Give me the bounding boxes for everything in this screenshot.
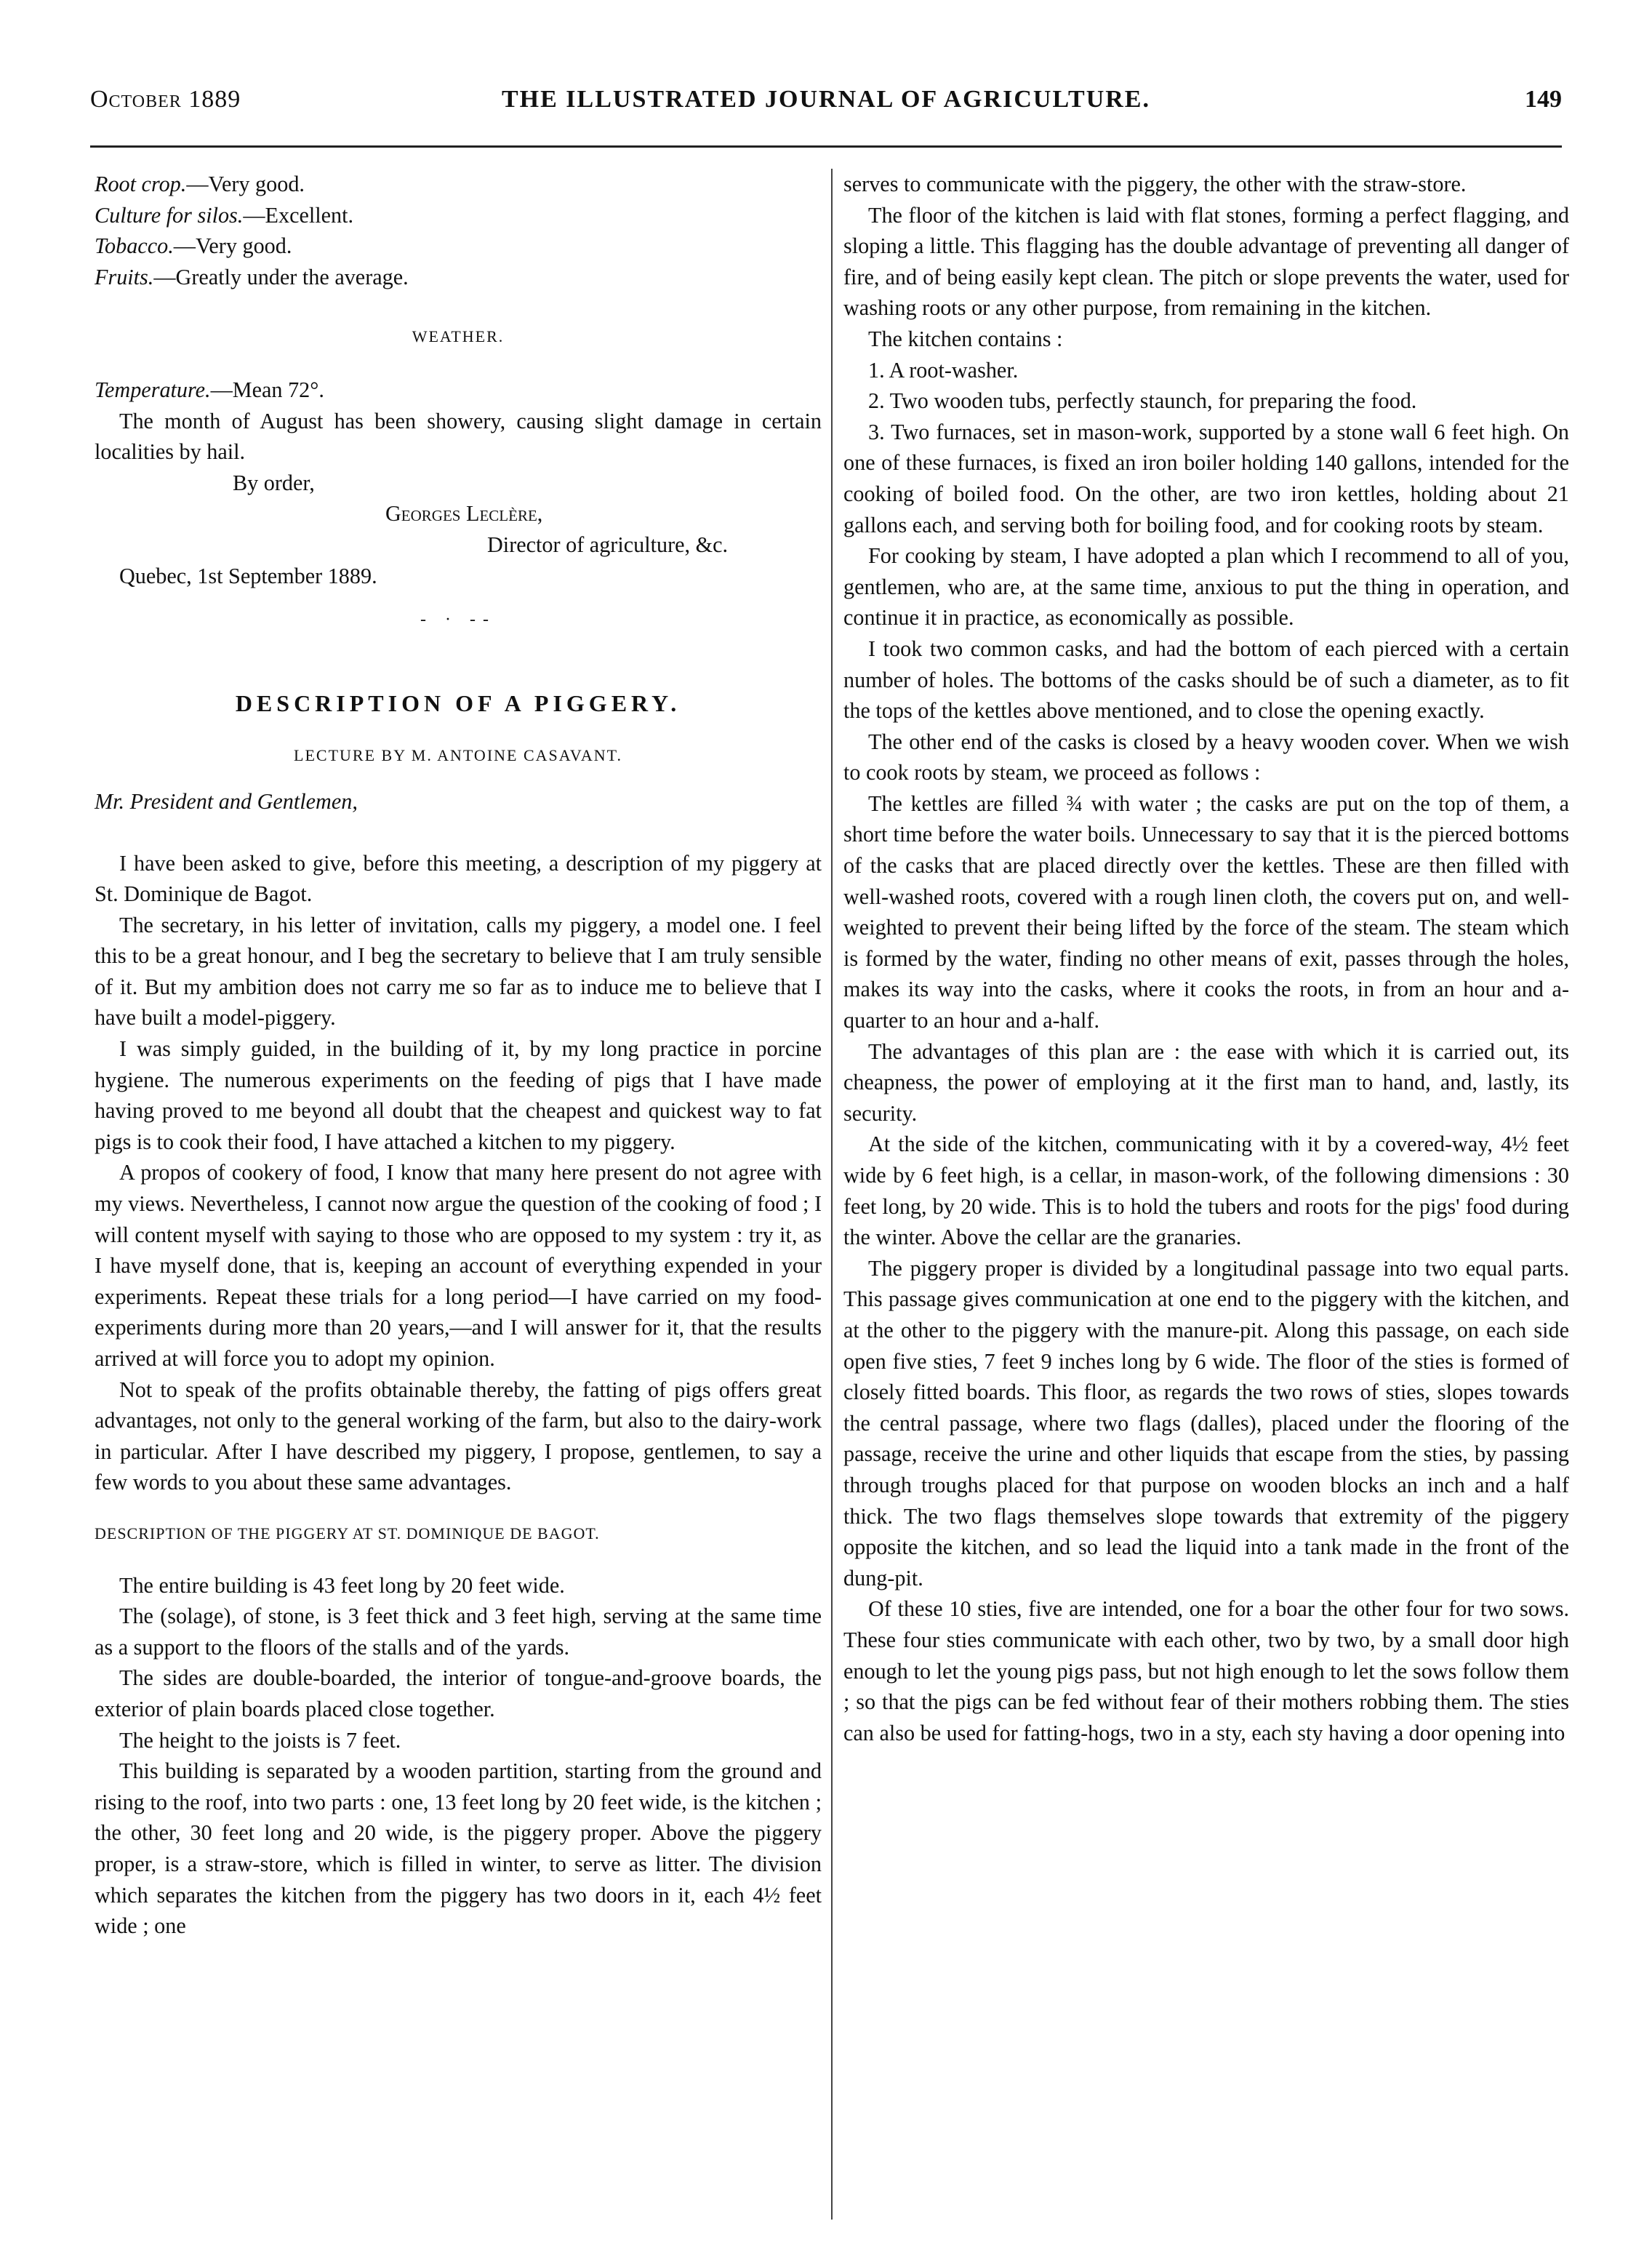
body-paragraph: A propos of cookery of food, I know that many here present do not agree with my views. Nevertheless, I cannot now argue the question of the cooking of food ; I will content myself with saying to those who are opposed to my system : try it, as I have myself done, that is, keeping an account of everything expended in your experiments. Repeat these trials for a long period—I have carried on my food-experiments during more than 20 years,—and I will answer for it, that the results arrived at will force you to adopt my opinion. xyxy=(95,1160,822,1371)
body-paragraph: The floor of the kitchen is laid with flat stones, forming a perfect flagging, and sloping a little. This flagging has the double advantage of preventing all danger of fire, and of being easily kept clean. The pitch or slope prevents the water, used for washing roots or any other purpose, from remaining in the kitchen. xyxy=(843,202,1569,321)
lecture-byline: LECTURE BY M. ANTOINE CASAVANT. xyxy=(294,746,622,765)
section-separator: - · -- xyxy=(420,610,496,630)
list-item: 2. Two wooden tubs, perfectly staunch, for preparing the food. xyxy=(868,388,1417,414)
header-date: October 1889 xyxy=(90,86,241,113)
body-paragraph: I was simply guided, in the building of it, by my long practice in porcine hygiene. The numerous experiments on the feeding of pigs that I have made having proved to me beyond all doubt that the cheapest and quickest way to fat pigs is to cook their food, I have attached a kitchen to my piggery. xyxy=(95,1036,822,1154)
body-paragraph: At the side of the kitchen, communicating with it by a covered-way, 4½ feet wide by 6 feet high, is a cellar, in mason-work, of the following dimensions : 30 feet long, by 20 wide. This is to hold the tubers and roots for the pigs' food during the winter. Above the cellar are the granaries. xyxy=(843,1132,1569,1250)
body-paragraph: The sides are double-boarded, the interior of tongue-and-groove boards, the exterior of plain boards placed close together. xyxy=(95,1665,822,1721)
journal-title: THE ILLUSTRATED JOURNAL OF AGRICULTURE. xyxy=(502,86,1150,113)
body-paragraph: I have been asked to give, before this meeting, a description of my piggery at St. Dominique de Bagot. xyxy=(95,850,822,907)
signer-name: Georges Leclère, xyxy=(385,501,543,527)
header-rule xyxy=(90,145,1562,148)
body-paragraph: I took two common casks, and had the bottom of each pierced with a certain number of holes. The bottoms of the casks should be of such a diameter, as to fit the tops of the kettles above mentioned, and to close the opening exactly. xyxy=(843,636,1569,724)
body-paragraph: The piggery proper is divided by a longitudinal passage into two equal parts. This passage gives communication at one end to the piggery with the kitchen, and at the other to the piggery with the manure-pit. Along this passage, on each side open five sties, 7 feet 9 inches long by 6 wide. The floor of the sties is formed of closely fitted boards. This floor, as regards the two rows of sties, slopes towards the central passage, where two flags (dalles), placed under the flooring of the passage, receive the urine and other liquids that escape from the sties, by passing through troughs placed for that purpose on wooden blocks an inch and a half thick. The two flags themselves slope towards that extremity of the piggery opposite the kitchen, and so lead the liquid into a tank made in the front of the dung-pit. xyxy=(843,1255,1569,1590)
left-column xyxy=(95,169,822,1942)
right-column xyxy=(843,169,1569,1748)
place-date: Quebec, 1st September 1889. xyxy=(119,563,377,588)
body-paragraph: For cooking by steam, I have adopted a plan which I recommend to all of you, gentlemen, who are, at the same time, anxious to put the thing in operation, and continue it in practice, as economically as possible. xyxy=(843,543,1569,631)
body-paragraph: The entire building is 43 feet long by 20 feet wide. xyxy=(119,1572,565,1598)
signer-title: Director of agriculture, &c. xyxy=(487,532,729,557)
body-paragraph: The advantages of this plan are : the ease with which it is carried out, its cheapness, the power of employing at it the first man to hand, and, lastly, its security. xyxy=(843,1039,1569,1126)
crop-report-line: Fruits.—Greatly under the average. xyxy=(95,264,409,289)
body-paragraph: The (solage), of stone, is 3 feet thick and 3 feet high, serving at the same time as a support to the floors of the stalls and of the yards. xyxy=(95,1604,822,1660)
body-paragraph: Of these 10 sties, five are intended, one for a boar the other four for two sows. These four sties communicate with each other, two by two, by a small door high enough to let the young pigs pass, but not high enough to let the sows follow them ; so that the pigs can be fed without fear of their mothers robbing them. The sties can also be used for fatting-hogs, two in a sty, each sty having a door opening into xyxy=(843,1596,1569,1745)
column-divider xyxy=(831,169,833,2220)
running-header xyxy=(90,86,1562,124)
weather-paragraph: The month of August has been showery, causing slight damage in certain localities by hail. xyxy=(95,408,822,465)
body-paragraph: This building is separated by a wooden partition, starting from the ground and rising to the roof, into two parts : one, 13 feet long by 20 feet wide, is the kitchen ; the other, 30 feet long and 20 wide, is the piggery proper. Above the piggery proper, is a straw-store, which is filled in winter, to serve as litter. The division which separates the kitchen from the piggery has two doors in it, each 4½ feet wide ; one xyxy=(95,1758,822,1939)
weather-heading: WEATHER. xyxy=(412,327,505,346)
crop-report-line: Culture for silos.—Excellent. xyxy=(95,202,354,228)
by-order: By order, xyxy=(233,470,315,495)
section-subheading: DESCRIPTION OF THE PIGGERY AT ST. DOMINIQUE DE BAGOT. xyxy=(95,1524,600,1542)
page-number: 149 xyxy=(1525,86,1562,113)
body-paragraph: serves to communicate with the piggery, the other with the straw-store. xyxy=(843,172,1467,196)
list-item: 3. Two furnaces, set in mason-work, supported by a stone wall 6 feet high. On one of these furnaces, is fixed an iron boiler holding 140 gallons, intended for the cooking of boiled food. On the other, are two iron kettles, holding about 21 gallons each, and serving both for boiling food, and for cooking roots by steam. xyxy=(843,419,1569,537)
body-paragraph: The height to the joists is 7 feet. xyxy=(119,1727,401,1753)
body-paragraph: Not to speak of the profits obtainable thereby, the fatting of pigs offers great advantages, not only to the general working of the farm, but also to the dairy-work in particular. After I have described my piggery, I propose, gentlemen, to say a few words to you about these same advantages. xyxy=(95,1377,822,1495)
list-item: 1. A root-washer. xyxy=(868,357,1019,383)
crop-report-line: Tobacco.—Very good. xyxy=(95,233,292,259)
body-paragraph: The kitchen contains : xyxy=(868,326,1063,351)
article-title: DESCRIPTION OF A PIGGERY. xyxy=(235,689,681,716)
salutation: Mr. President and Gentlemen, xyxy=(95,788,358,814)
body-paragraph: The other end of the casks is closed by a heavy wooden cover. When we wish to cook roots by steam, we proceed as follows : xyxy=(843,729,1569,785)
temperature-line: Temperature.—Mean 72°. xyxy=(95,377,324,402)
body-paragraph: The kettles are filled ¾ with water ; the casks are put on the top of them, a short time before the water boils. Unnecessary to say that it is the pierced bottoms of the casks that are placed directly over the kettles. These are then filled with well-washed roots, covered with a rough linen cloth, the covers put on, and well-weighted to prevent their being lifted by the force of the steam. The steam which is formed by the water, finding no other means of exit, passes through the holes, makes its way into the casks, where it cooks the roots, in from an hour and a-quarter to an hour and a-half. xyxy=(843,791,1569,1033)
body-paragraph: The secretary, in his letter of invitation, calls my piggery, a model one. I feel this to be a great honour, and I beg the secretary to believe that I am truly sensible of it. But my ambition does not carry me so far as to induce me to believe that I have built a model-piggery. xyxy=(95,912,822,1031)
crop-report-line: Root crop.—Very good. xyxy=(95,172,305,196)
